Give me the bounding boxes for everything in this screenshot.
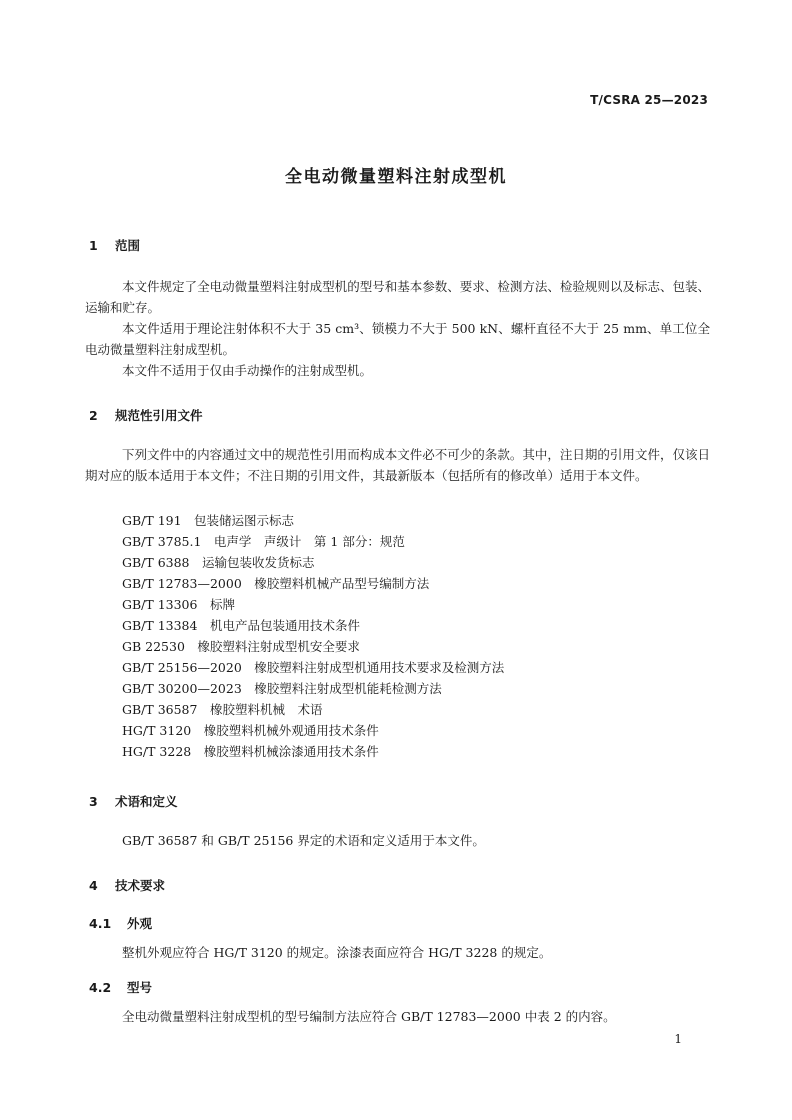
reference-item: GB/T 3785.1 电声学 声级计 第 1 部分：规范 — [122, 534, 405, 549]
reference-item: HG/T 3120 橡胶塑料机械外观通用技术条件 — [122, 723, 379, 738]
section-2-heading — [89, 406, 203, 424]
page-number: 1 — [674, 1032, 682, 1046]
section-title: 型号 — [127, 980, 153, 995]
paragraph: 整机外观应符合 HG/T 3120 的规定。涂漆表面应符合 HG/T 3228 的规定。 — [122, 945, 552, 960]
reference-item: GB/T 191 包装储运图示标志 — [122, 513, 295, 528]
section-title: 术语和定义 — [115, 794, 178, 809]
paragraph: 本文件不适用于仅由手动操作的注射成型机。 — [122, 363, 373, 378]
document-id: T/CSRA 25—2023 — [590, 93, 708, 107]
section-3-heading — [89, 792, 178, 810]
reference-item: GB/T 13384 机电产品包装通用技术条件 — [122, 618, 360, 633]
reference-item: GB/T 12783—2000 橡胶塑料机械产品型号编制方法 — [122, 576, 430, 591]
section-number: 3 — [89, 794, 98, 809]
reference-item: HG/T 3228 橡胶塑料机械涂漆通用技术条件 — [122, 744, 379, 759]
paragraph: 本文件规定了全电动微量塑料注射成型机的型号和基本参数、要求、检测方法、检验规则以及标志、包装、运输和贮存。 — [85, 279, 710, 315]
section-4-1-heading — [89, 914, 152, 932]
section-1-heading — [89, 236, 140, 254]
section-number: 1 — [89, 238, 98, 253]
paragraph: GB/T 36587 和 GB/T 25156 界定的术语和定义适用于本文件。 — [122, 833, 485, 848]
section-4-2-heading — [89, 978, 152, 996]
reference-item: GB/T 30200—2023 橡胶塑料注射成型机能耗检测方法 — [122, 681, 442, 696]
paragraph: 下列文件中的内容通过文中的规范性引用而构成本文件必不可少的条款。其中，注日期的引用文件，仅该日期对应的版本适用于本文件；不注日期的引用文件，其最新版本（包括所有的修改单）适用于本文件。 — [85, 447, 710, 483]
reference-item: GB/T 36587 橡胶塑料机械 术语 — [122, 702, 323, 717]
section-number: 4 — [89, 878, 98, 893]
reference-item: GB/T 13306 标牌 — [122, 597, 235, 612]
section-title: 规范性引用文件 — [115, 408, 203, 423]
section-number: 2 — [89, 408, 98, 423]
section-number: 4.2 — [89, 980, 112, 995]
section-4-heading — [89, 876, 165, 894]
section-title: 外观 — [127, 916, 153, 931]
section-title: 范围 — [115, 238, 141, 253]
paragraph: 全电动微量塑料注射成型机的型号编制方法应符合 GB/T 12783—2000 中表 2 的内容。 — [122, 1009, 616, 1024]
reference-item: GB/T 6388 运输包装收发货标志 — [122, 555, 315, 570]
document-title: 全电动微量塑料注射成型机 — [285, 167, 507, 187]
paragraph: 本文件适用于理论注射体积不大于 35 cm³、锁模力不大于 500 kN、螺杆直径不大于 25 mm、单工位全电动微量塑料注射成型机。 — [85, 321, 710, 357]
section-number: 4.1 — [89, 916, 112, 931]
reference-item: GB/T 25156—2020 橡胶塑料注射成型机通用技术要求及检测方法 — [122, 660, 505, 675]
section-title: 技术要求 — [115, 878, 166, 893]
reference-item: GB 22530 橡胶塑料注射成型机安全要求 — [122, 639, 360, 654]
